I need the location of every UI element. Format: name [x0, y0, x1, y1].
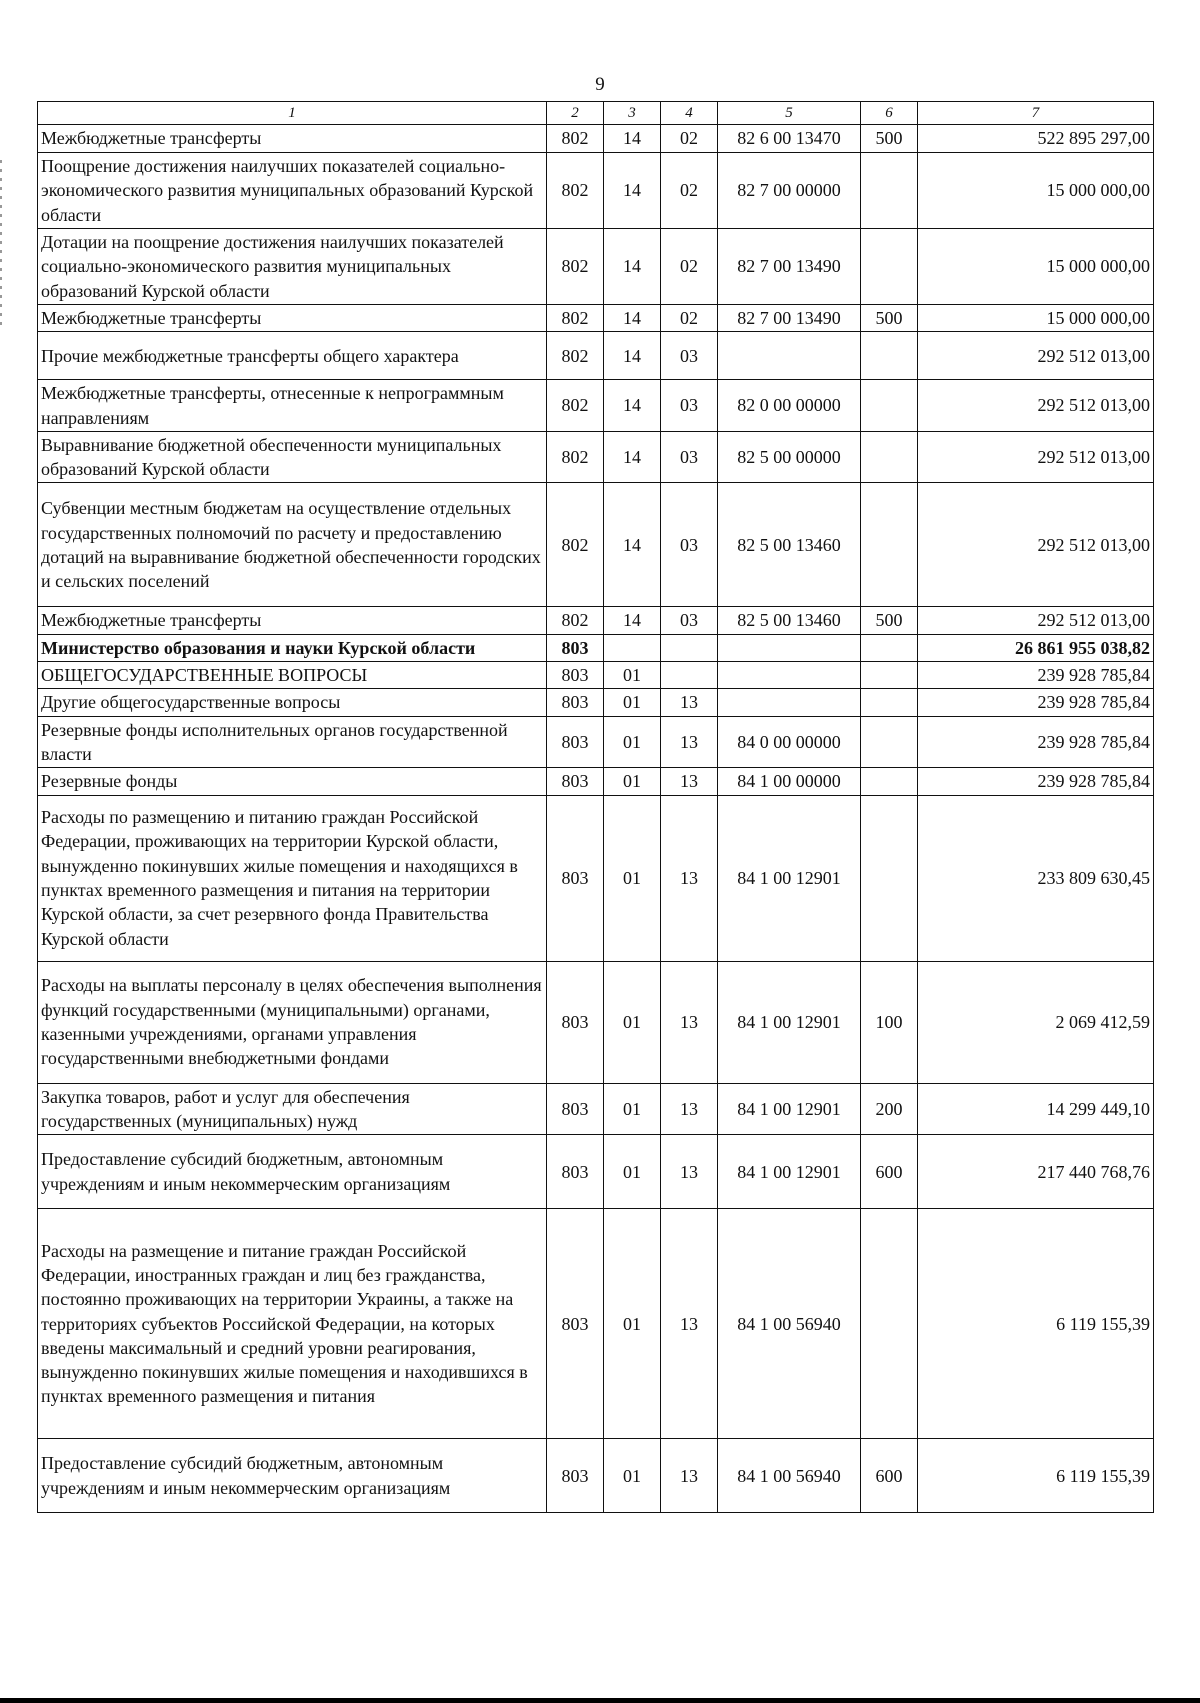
table-row [38, 689, 1154, 716]
header-cell: 1 [38, 102, 547, 125]
row-code-cell: 803 [547, 1439, 604, 1513]
row-section-cell: 01 [604, 662, 661, 689]
row-section-cell: 01 [604, 768, 661, 795]
table-row [38, 1083, 1154, 1135]
row-name-cell: Прочие межбюджетные трансферты общего характера [38, 332, 547, 380]
row-amount-cell: 239 928 785,84 [918, 689, 1154, 716]
header-cell: 2 [547, 102, 604, 125]
table-row [38, 483, 1154, 607]
row-section-cell [604, 634, 661, 661]
row-target-cell [718, 332, 861, 380]
row-target-cell: 82 7 00 00000 [718, 153, 861, 229]
row-name-cell: Министерство образования и науки Курской области [38, 634, 547, 661]
table-row [38, 768, 1154, 795]
row-section-cell: 14 [604, 380, 661, 432]
row-code-cell: 803 [547, 795, 604, 961]
row-section-cell: 14 [604, 153, 661, 229]
row-code-cell: 802 [547, 483, 604, 607]
budget-table [37, 101, 1154, 1513]
row-code-cell: 803 [547, 768, 604, 795]
row-section-cell: 14 [604, 305, 661, 332]
row-amount-cell: 2 069 412,59 [918, 961, 1154, 1083]
header-cell: 4 [661, 102, 718, 125]
row-section-cell: 01 [604, 1439, 661, 1513]
row-subsection-cell: 13 [661, 1135, 718, 1209]
row-code-cell: 802 [547, 332, 604, 380]
row-target-cell: 82 5 00 13460 [718, 483, 861, 607]
row-section-cell: 14 [604, 483, 661, 607]
row-target-cell: 82 7 00 13490 [718, 229, 861, 305]
row-name-cell: Расходы на размещение и питание граждан Российской Федерации, иностранных граждан и лиц без гражданства, постоянно проживающих на территории Украины, а также на территориях субъектов Российской Федерации, на которых введены максимальный и средний уровни реагирования, вынужденно покинувших жилые помещения и находившихся в пунктах временного размещения и питания [38, 1209, 547, 1439]
row-type-cell: 600 [861, 1439, 918, 1513]
row-name-cell: Расходы на выплаты персоналу в целях обеспечения выполнения функций государственными (муниципальными) органами, казенными учреждениями, органами управления государственными внебюджетными фондами [38, 961, 547, 1083]
row-code-cell: 803 [547, 689, 604, 716]
row-code-cell: 803 [547, 961, 604, 1083]
row-type-cell: 500 [861, 125, 918, 153]
row-name-cell: Резервные фонды исполнительных органов государственной власти [38, 716, 547, 768]
row-name-cell: ОБЩЕГОСУДАРСТВЕННЫЕ ВОПРОСЫ [38, 662, 547, 689]
table-row [38, 305, 1154, 332]
row-name-cell: Расходы по размещению и питанию граждан Российской Федерации, проживающих на территории Курской области, вынужденно покинувших жилые помещения и находящихся в пунктах временного размещения и питания на территории Курской области, за счет резервного фонда Правительства Курской области [38, 795, 547, 961]
row-amount-cell: 233 809 630,45 [918, 795, 1154, 961]
row-type-cell [861, 689, 918, 716]
row-section-cell: 01 [604, 961, 661, 1083]
row-subsection-cell: 02 [661, 305, 718, 332]
page-number: 9 [595, 74, 605, 95]
row-section-cell: 01 [604, 1209, 661, 1439]
row-target-cell: 84 0 00 00000 [718, 716, 861, 768]
row-type-cell: 100 [861, 961, 918, 1083]
row-subsection-cell: 03 [661, 380, 718, 432]
scan-margin-mark [0, 160, 2, 330]
row-target-cell: 84 1 00 56940 [718, 1439, 861, 1513]
row-target-cell: 84 1 00 12901 [718, 795, 861, 961]
row-amount-cell: 6 119 155,39 [918, 1209, 1154, 1439]
row-type-cell [861, 768, 918, 795]
row-section-cell: 14 [604, 125, 661, 153]
row-name-cell: Субвенции местным бюджетам на осуществление отдельных государственных полномочий по расчету и предоставлению дотаций на выравнивание бюджетной обеспеченности городских и сельских поселений [38, 483, 547, 607]
row-code-cell: 803 [547, 1135, 604, 1209]
row-code-cell: 802 [547, 607, 604, 634]
row-subsection-cell: 03 [661, 483, 718, 607]
row-type-cell [861, 380, 918, 432]
row-target-cell: 82 5 00 13460 [718, 607, 861, 634]
row-name-cell: Выравнивание бюджетной обеспеченности муниципальных образований Курской области [38, 431, 547, 483]
row-subsection-cell: 02 [661, 125, 718, 153]
row-type-cell: 500 [861, 607, 918, 634]
table-row [38, 716, 1154, 768]
row-amount-cell: 239 928 785,84 [918, 662, 1154, 689]
row-target-cell: 82 7 00 13490 [718, 305, 861, 332]
row-subsection-cell [661, 634, 718, 661]
row-name-cell: Другие общегосударственные вопросы [38, 689, 547, 716]
row-target-cell: 82 6 00 13470 [718, 125, 861, 153]
row-target-cell [718, 662, 861, 689]
table-row [38, 795, 1154, 961]
row-section-cell: 01 [604, 1083, 661, 1135]
row-code-cell: 803 [547, 1209, 604, 1439]
table-row [38, 662, 1154, 689]
row-target-cell: 84 1 00 00000 [718, 768, 861, 795]
row-section-cell: 14 [604, 607, 661, 634]
row-target-cell: 82 0 00 00000 [718, 380, 861, 432]
row-target-cell: 84 1 00 12901 [718, 1135, 861, 1209]
row-amount-cell: 239 928 785,84 [918, 716, 1154, 768]
row-code-cell: 802 [547, 305, 604, 332]
row-type-cell [861, 662, 918, 689]
row-subsection-cell: 13 [661, 716, 718, 768]
table-row [38, 607, 1154, 634]
table-row [38, 634, 1154, 661]
table-row [38, 332, 1154, 380]
row-type-cell [861, 1209, 918, 1439]
row-name-cell: Предоставление субсидий бюджетным, автономным учреждениям и иным некоммерческим организациям [38, 1135, 547, 1209]
row-target-cell [718, 634, 861, 661]
row-code-cell: 803 [547, 662, 604, 689]
header-cell: 3 [604, 102, 661, 125]
row-subsection-cell: 02 [661, 153, 718, 229]
row-subsection-cell: 13 [661, 795, 718, 961]
row-code-cell: 803 [547, 1083, 604, 1135]
row-amount-cell: 292 512 013,00 [918, 431, 1154, 483]
row-name-cell: Межбюджетные трансферты, отнесенные к непрограммным направлениям [38, 380, 547, 432]
row-amount-cell: 522 895 297,00 [918, 125, 1154, 153]
row-type-cell [861, 431, 918, 483]
row-name-cell: Межбюджетные трансферты [38, 305, 547, 332]
row-type-cell: 500 [861, 305, 918, 332]
row-section-cell: 01 [604, 1135, 661, 1209]
row-subsection-cell: 13 [661, 1209, 718, 1439]
row-code-cell: 803 [547, 634, 604, 661]
row-name-cell: Резервные фонды [38, 768, 547, 795]
row-amount-cell: 6 119 155,39 [918, 1439, 1154, 1513]
row-code-cell: 802 [547, 431, 604, 483]
row-type-cell: 600 [861, 1135, 918, 1209]
row-name-cell: Поощрение достижения наилучших показателей социально-экономического развития муниципальных образований Курской области [38, 153, 547, 229]
row-name-cell: Закупка товаров, работ и услуг для обеспечения государственных (муниципальных) нужд [38, 1083, 547, 1135]
row-amount-cell: 14 299 449,10 [918, 1083, 1154, 1135]
row-code-cell: 802 [547, 380, 604, 432]
table-row [38, 1439, 1154, 1513]
row-code-cell: 802 [547, 229, 604, 305]
row-name-cell: Дотации на поощрение достижения наилучших показателей социально-экономического развития муниципальных образований Курской области [38, 229, 547, 305]
row-amount-cell: 15 000 000,00 [918, 153, 1154, 229]
row-type-cell [861, 716, 918, 768]
scan-edge-bar [0, 1698, 1200, 1703]
table-row [38, 431, 1154, 483]
row-section-cell: 01 [604, 795, 661, 961]
header-cell: 6 [861, 102, 918, 125]
row-type-cell [861, 795, 918, 961]
table-row [38, 229, 1154, 305]
row-subsection-cell: 03 [661, 332, 718, 380]
row-code-cell: 803 [547, 716, 604, 768]
row-section-cell: 14 [604, 229, 661, 305]
row-name-cell: Межбюджетные трансферты [38, 607, 547, 634]
row-section-cell: 14 [604, 332, 661, 380]
table-row [38, 1135, 1154, 1209]
row-amount-cell: 239 928 785,84 [918, 768, 1154, 795]
row-subsection-cell [661, 662, 718, 689]
row-amount-cell: 15 000 000,00 [918, 305, 1154, 332]
header-cell: 7 [918, 102, 1154, 125]
header-cell: 5 [718, 102, 861, 125]
row-subsection-cell: 02 [661, 229, 718, 305]
row-subsection-cell: 13 [661, 689, 718, 716]
row-target-cell: 84 1 00 12901 [718, 1083, 861, 1135]
row-amount-cell: 292 512 013,00 [918, 380, 1154, 432]
row-target-cell [718, 689, 861, 716]
row-subsection-cell: 13 [661, 1083, 718, 1135]
row-name-cell: Предоставление субсидий бюджетным, автономным учреждениям и иным некоммерческим организациям [38, 1439, 547, 1513]
row-subsection-cell: 13 [661, 961, 718, 1083]
row-type-cell [861, 153, 918, 229]
row-name-cell: Межбюджетные трансферты [38, 125, 547, 153]
row-code-cell: 802 [547, 153, 604, 229]
table-header-row [38, 102, 1154, 125]
row-subsection-cell: 03 [661, 607, 718, 634]
row-amount-cell: 292 512 013,00 [918, 483, 1154, 607]
row-subsection-cell: 13 [661, 1439, 718, 1513]
table-row [38, 961, 1154, 1083]
table-row [38, 125, 1154, 153]
row-subsection-cell: 03 [661, 431, 718, 483]
row-amount-cell: 292 512 013,00 [918, 607, 1154, 634]
row-section-cell: 01 [604, 716, 661, 768]
row-type-cell [861, 332, 918, 380]
row-subsection-cell: 13 [661, 768, 718, 795]
row-section-cell: 01 [604, 689, 661, 716]
row-target-cell: 84 1 00 56940 [718, 1209, 861, 1439]
row-target-cell: 82 5 00 00000 [718, 431, 861, 483]
table-row [38, 380, 1154, 432]
row-type-cell: 200 [861, 1083, 918, 1135]
row-type-cell [861, 229, 918, 305]
row-target-cell: 84 1 00 12901 [718, 961, 861, 1083]
table-row [38, 153, 1154, 229]
row-code-cell: 802 [547, 125, 604, 153]
row-type-cell [861, 483, 918, 607]
row-section-cell: 14 [604, 431, 661, 483]
row-amount-cell: 15 000 000,00 [918, 229, 1154, 305]
row-amount-cell: 292 512 013,00 [918, 332, 1154, 380]
row-amount-cell: 26 861 955 038,82 [918, 634, 1154, 661]
row-type-cell [861, 634, 918, 661]
table-row [38, 1209, 1154, 1439]
row-amount-cell: 217 440 768,76 [918, 1135, 1154, 1209]
